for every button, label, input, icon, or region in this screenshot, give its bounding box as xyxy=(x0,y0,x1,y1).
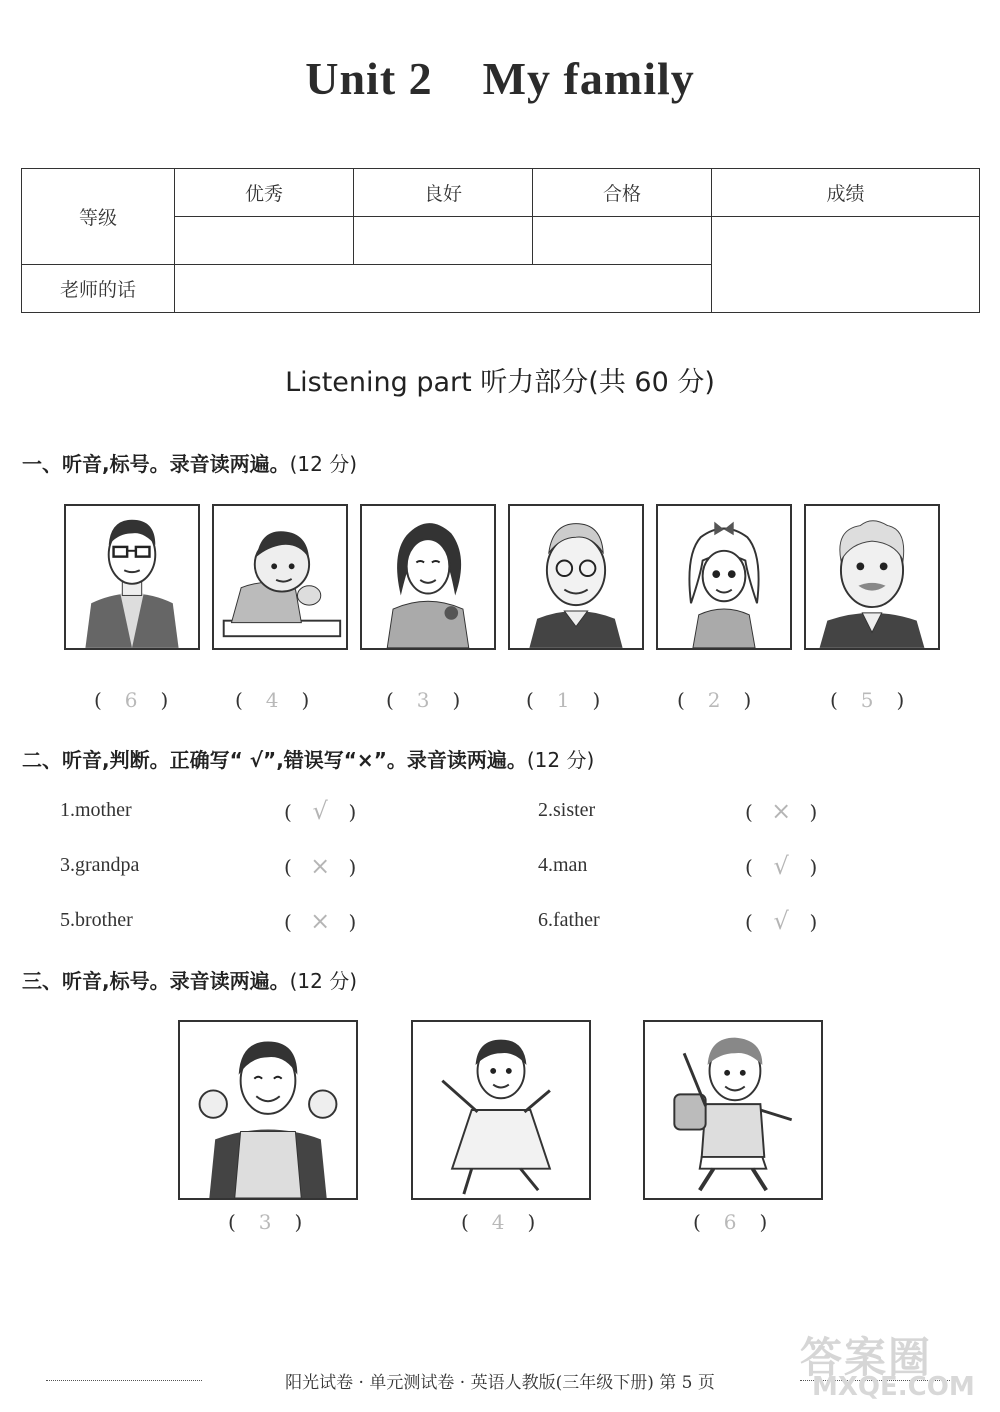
grade-table xyxy=(21,168,980,313)
answer-1: ( 6 ) xyxy=(94,688,169,712)
answer-5-value: 2 xyxy=(707,688,721,712)
answer-2-value: 4 xyxy=(265,688,279,712)
listening-title: Listening part 听力部分(共 60 分) xyxy=(285,367,715,398)
level-good-cell[interactable] xyxy=(354,217,533,265)
judge-word-4: 4.man xyxy=(538,854,588,876)
judge-mark-3-value: × xyxy=(310,852,331,880)
watermark-brand: 答案圈 xyxy=(800,1333,933,1382)
answer-3: ( 3 ) xyxy=(386,688,461,712)
boy-backpack-picture xyxy=(643,1020,823,1200)
judge-word-2: 2.sister xyxy=(538,799,596,821)
judge-mark-3: ( × ) xyxy=(284,852,357,880)
judge-word-5: 5.brother xyxy=(60,909,133,931)
score-label: 成绩 xyxy=(712,169,980,217)
unit-name: My family xyxy=(482,53,695,104)
judge-mark-2: ( × ) xyxy=(745,797,818,825)
answer-6: ( 5 ) xyxy=(830,688,905,712)
judge-mark-2-value: × xyxy=(771,797,792,825)
section3-answer-1: ( 3 ) xyxy=(228,1210,303,1234)
answer-5: ( 2 ) xyxy=(677,688,752,712)
teacher-comment-cell[interactable] xyxy=(175,265,712,313)
answer-4-value: 1 xyxy=(556,688,570,712)
woman-waving-picture xyxy=(178,1020,358,1200)
judge-mark-5-value: × xyxy=(310,907,331,935)
boy-picture xyxy=(212,504,348,650)
section3-score: (12 分) xyxy=(289,969,358,993)
answer-6-value: 5 xyxy=(860,688,874,712)
judge-mark-4: ( √ ) xyxy=(745,852,818,880)
section1-heading-text: 一、听音,标号。录音读两遍。 xyxy=(22,452,290,476)
answer-3-value: 3 xyxy=(416,688,430,712)
answer-1-value: 6 xyxy=(124,688,138,712)
teacher-label: 老师的话 xyxy=(22,265,175,313)
grandpa-picture xyxy=(804,504,940,650)
section2-heading xyxy=(22,744,594,773)
section3-answer-3-value: 6 xyxy=(723,1210,737,1234)
level-excellent-cell[interactable] xyxy=(175,217,354,265)
answer-2: ( 4 ) xyxy=(235,688,310,712)
level-excellent: 优秀 xyxy=(175,169,354,217)
section3-answer-2-value: 4 xyxy=(491,1210,505,1234)
unit-number: Unit 2 xyxy=(305,53,433,104)
section3-answer-1-value: 3 xyxy=(258,1210,272,1234)
judge-mark-6-value: √ xyxy=(773,907,789,935)
score-cell[interactable] xyxy=(712,217,980,313)
father-glasses-picture xyxy=(64,504,200,650)
judge-mark-1: ( √ ) xyxy=(284,797,357,825)
judge-word-6: 6.father xyxy=(538,909,600,931)
section1-score: (12 分) xyxy=(289,452,358,476)
girl-picture xyxy=(656,504,792,650)
judge-mark-1-value: √ xyxy=(312,797,328,825)
girl-dancing-picture xyxy=(411,1020,591,1200)
grandma-picture xyxy=(508,504,644,650)
level-pass-cell[interactable] xyxy=(533,217,712,265)
judge-mark-4-value: √ xyxy=(773,852,789,880)
section2-score: (12 分) xyxy=(526,748,595,772)
answer-4: ( 1 ) xyxy=(526,688,601,712)
section3-answer-3: ( 6 ) xyxy=(693,1210,768,1234)
section1-heading xyxy=(22,448,357,477)
mother-picture xyxy=(360,504,496,650)
level-good: 良好 xyxy=(354,169,533,217)
level-pass: 合格 xyxy=(533,169,712,217)
watermark-site: MXQE.COM xyxy=(812,1372,975,1402)
level-label: 等级 xyxy=(22,169,175,265)
judge-mark-6: ( √ ) xyxy=(745,907,818,935)
section3-heading xyxy=(22,965,357,994)
footer-text: 阳光试卷 · 单元测试卷 · 英语人教版(三年级下册) 第 5 页 xyxy=(285,1373,715,1393)
page-title xyxy=(0,52,1000,105)
section3-heading-text: 三、听音,标号。录音读两遍。 xyxy=(22,969,290,993)
judge-word-3: 3.grandpa xyxy=(60,854,140,876)
judge-word-1: 1.mother xyxy=(60,799,132,821)
judge-mark-5: ( × ) xyxy=(284,907,357,935)
section2-heading-text: 二、听音,判断。正确写“ √”,错误写“×”。录音读两遍。 xyxy=(22,748,527,772)
section3-answer-2: ( 4 ) xyxy=(461,1210,536,1234)
